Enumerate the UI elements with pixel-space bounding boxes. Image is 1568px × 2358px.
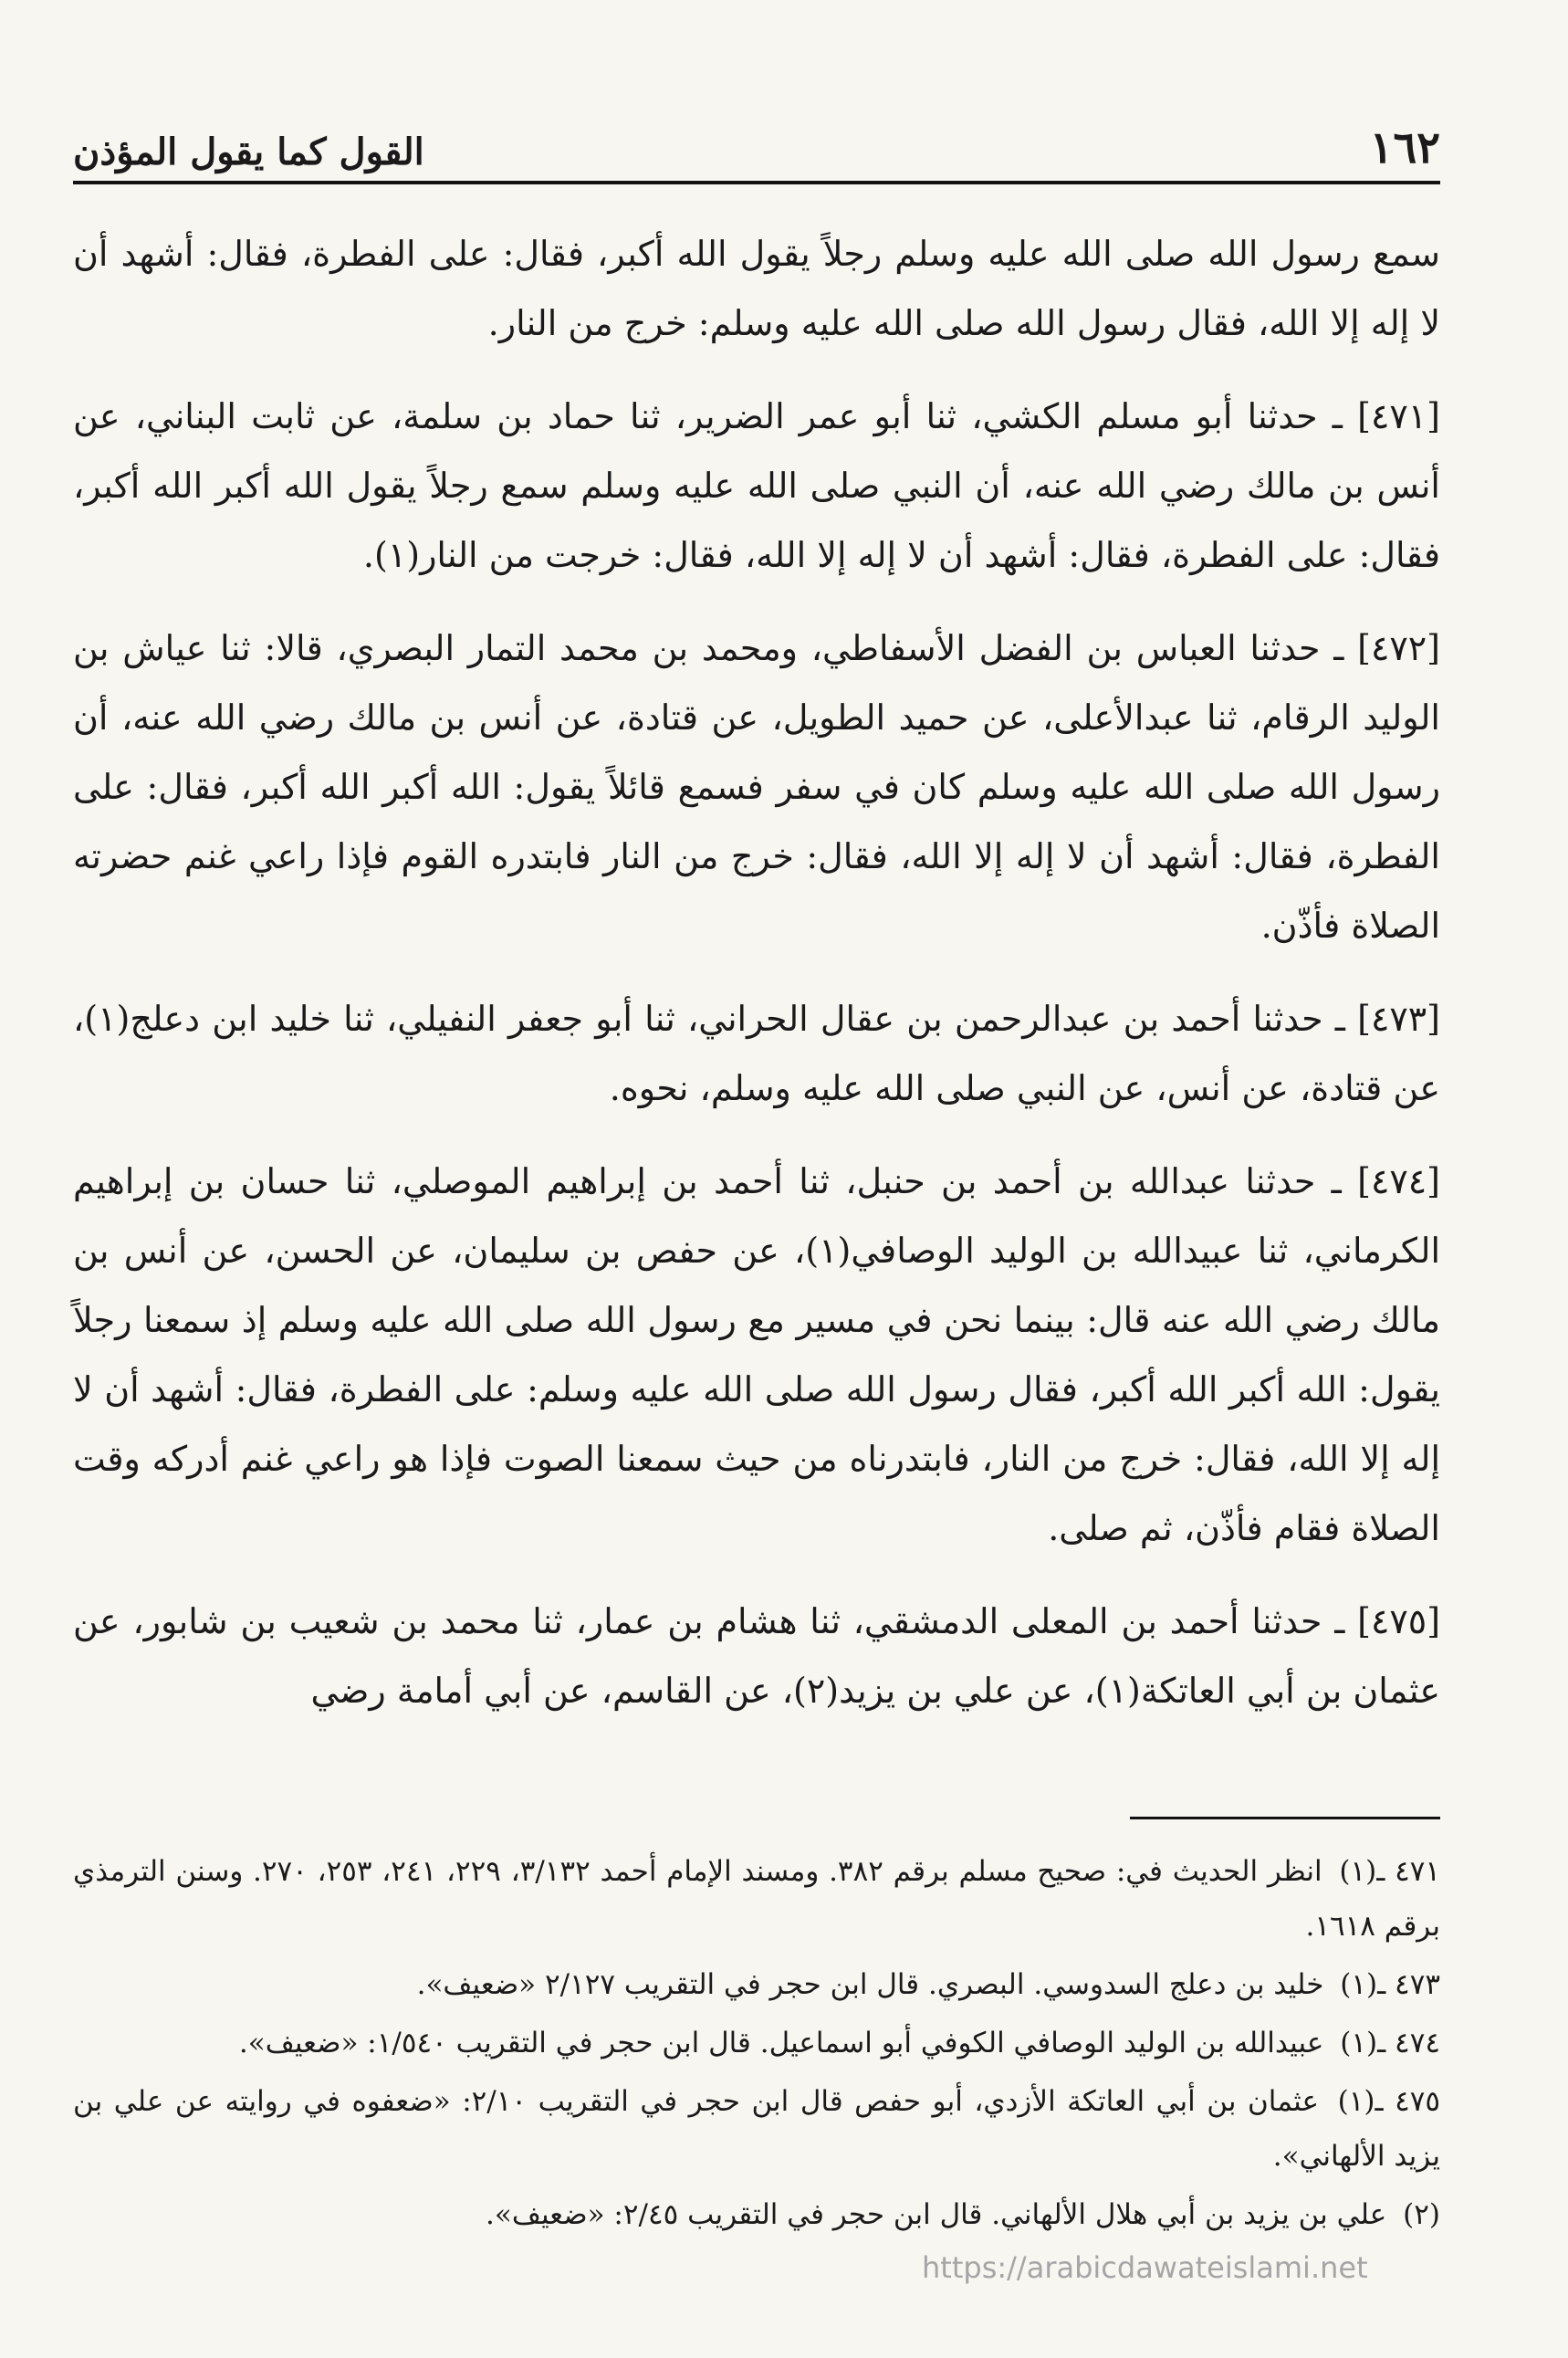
footnote bbox=[73, 1844, 1440, 1954]
footnote-text: عثمان بن أبي العاتكة الأزدي، أبو حفص قال ابن حجر في التقريب ٢/١٠: «ضعفوه في روايته عن علي بن يزيد الألهاني». bbox=[73, 2085, 1440, 2173]
page-header bbox=[73, 100, 1440, 184]
footnote-text: خليد بن دعلج السدوسي. البصري. قال ابن حجر في التقريب ٢/١٢٧ «ضعيف». bbox=[416, 1968, 1324, 2001]
footnotes bbox=[73, 1844, 1440, 2246]
main-text bbox=[73, 219, 1440, 1749]
hadith-475: [٤٧٥] ـ حدثنا أحمد بن المعلى الدمشقي، ثنا هشام بن عمار، ثنا محمد بن شعيب بن شابور، عن عثمان بن أبي العاتكة(١)، عن علي بن يزيد(٢)، عن القاسم، عن أبي أمامة رضي bbox=[73, 1601, 1441, 1711]
page-number: ١٦٢ bbox=[1369, 122, 1440, 173]
footnote-text: علي بن يزيد بن أبي هلال الألهاني. قال ابن حجر في التقريب ٢/٤٥: «ضعيف». bbox=[486, 2198, 1387, 2231]
footnote-label: ٤٧٥ ـ(١) bbox=[1337, 2085, 1441, 2118]
running-title: القول كما يقول المؤذن bbox=[73, 131, 424, 173]
footnote bbox=[73, 2016, 1440, 2070]
footnote-label: ٤٧١ ـ(١) bbox=[1339, 1855, 1441, 1888]
hadith-474: [٤٧٤] ـ حدثنا عبدالله بن أحمد بن حنبل، ثنا أحمد بن إبراهيم الموصلي، ثنا حسان بن إبراهيم الكرماني، ثنا عبيدالله بن الوليد الوصافي(١)، عن حفص بن سليمان، عن الحسن، عن أنس بن مالك رضي الله عنه قال: بينما نحن في مسير مع رسول الله صلى الله عليه وسلم إذ سمعنا رجلاً يقول: الله أكبر الله أكبر، فقال رسول الله صلى الله عليه وسلم: على الفطرة، فقال: أشهد أن لا إله إلا الله، فقال: خرج من النار، فابتدرناه من حيث سمعنا الصوت فإذا هو راعي غنم أدركه وقت الصلاة فقام فأذّن، ثم صلى. bbox=[73, 1161, 1440, 1548]
footnote bbox=[73, 2074, 1440, 2184]
footnote-text: عبيدالله بن الوليد الوصافي الكوفي أبو اسماعيل. قال ابن حجر في التقريب ١/٥٤٠: «ضعيف». bbox=[238, 2027, 1324, 2059]
footnote-divider bbox=[1130, 1817, 1440, 1819]
footnote-text: انظر الحديث في: صحيح مسلم برقم ٣٨٢. ومسند الإمام أحمد ٣/١٣٢، ٢٢٩، ٢٤١، ٢٥٣، ٢٧٠. وسنن الترمذي برقم ١٦١٨. bbox=[73, 1855, 1440, 1943]
footnote bbox=[73, 2187, 1440, 2242]
footnote-label: ٤٧٣ ـ(١) bbox=[1340, 1968, 1440, 2001]
footnote-label: ٤٧٤ ـ(١) bbox=[1340, 2027, 1440, 2059]
watermark: https://arabicdawateislami.net bbox=[922, 2250, 1368, 2285]
hadith-472: [٤٧٢] ـ حدثنا العباس بن الفضل الأسفاطي، ومحمد بن محمد التمار البصري، قالا: ثنا عياش بن الوليد الرقام، ثنا عبدالأعلى، عن حميد الطويل، عن قتادة، عن أنس بن مالك رضي الله عنه، أن رسول الله صلى الله عليه وسلم كان في سفر فسمع قائلاً يقول: الله أكبر الله أكبر، فقال: على الفطرة، فقال: أشهد أن لا إله إلا الله، فقال: خرج من النار فابتدره القوم فإذا راعي غنم حضرته الصلاة فأذّن. bbox=[73, 628, 1440, 946]
paragraph: سمع رسول الله صلى الله عليه وسلم رجلاً يقول الله أكبر، فقال: على الفطرة، فقال: أشهد أن لا إله إلا الله، فقال رسول الله صلى الله عليه وسلم: خرج من النار. bbox=[73, 234, 1440, 343]
footnote bbox=[73, 1957, 1440, 2012]
footnote-label: (٢) bbox=[1403, 2198, 1440, 2231]
hadith-473: [٤٧٣] ـ حدثنا أحمد بن عبدالرحمن بن عقال الحراني، ثنا أبو جعفر النفيلي، ثنا خليد ابن دعلج(١)، عن قتادة، عن أنس، عن النبي صلى الله عليه وسلم، نحوه. bbox=[73, 999, 1440, 1108]
hadith-471: [٤٧١] ـ حدثنا أبو مسلم الكشي، ثنا أبو عمر الضرير، ثنا حماد بن سلمة، عن ثابت البناني، عن أنس بن مالك رضي الله عنه، أن النبي صلى الله عليه وسلم سمع رجلاً يقول الله أكبر الله أكبر، فقال: على الفطرة، فقال: أشهد أن لا إله إلا الله، فقال: خرجت من النار(١). bbox=[73, 396, 1440, 575]
